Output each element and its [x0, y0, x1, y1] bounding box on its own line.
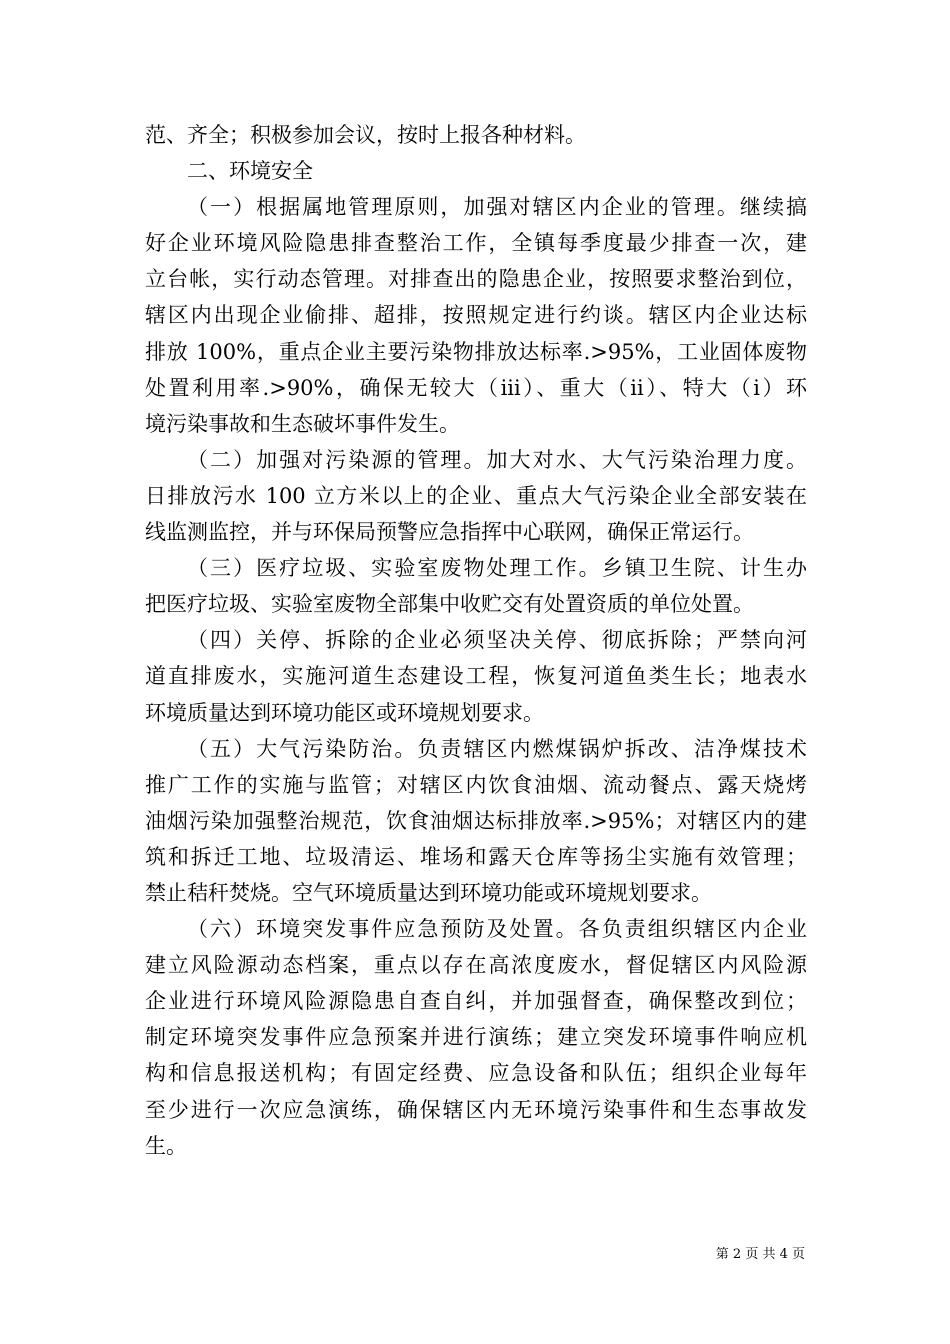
- text-line: 构和信息报送机构；有固定经费、应急设备和队伍；组织企业每年: [145, 1061, 807, 1086]
- text-line: 线监测监控，并与环保局预警应急指挥中心联网，确保正常运行。: [145, 520, 754, 545]
- text-line: 生。: [145, 1133, 187, 1158]
- text-line: 处置利用率.>90%，确保无较大（iii）、重大（ii）、特大（i）环: [145, 375, 807, 400]
- text-line: （五）大气污染防治。负责辖区内燃煤锅炉拆改、洁净煤技术: [187, 736, 807, 761]
- text-line: 日排放污水 100 立方米以上的企业、重点大气污染企业全部安装在: [145, 483, 807, 508]
- text-line: （四）关停、拆除的企业必须坚决关停、彻底拆除；严禁向河: [187, 628, 807, 653]
- text-line: （二）加强对污染源的管理。加大对水、大气污染治理力度。: [187, 447, 807, 472]
- text-line: 把医疗垃圾、实验室废物全部集中收贮交有处置资质的单位处置。: [145, 592, 754, 617]
- text-line: 好企业环境风险隐患排查整治工作，全镇每季度最少排查一次，建: [145, 231, 807, 256]
- text-line: 制定环境突发事件应急预案并进行演练；建立突发环境事件响应机: [145, 1025, 807, 1050]
- text-line: 道直排废水，实施河道生态建设工程，恢复河道鱼类生长；地表水: [145, 664, 807, 689]
- text-line: 至少进行一次应急演练，确保辖区内无环境污染事件和生态事故发: [145, 1097, 807, 1122]
- text-line: 辖区内出现企业偷排、超排，按照规定进行约谈。辖区内企业达标: [145, 303, 807, 328]
- page-number-footer: 第 2 页 共 4 页: [715, 1247, 805, 1262]
- text-line: 环境质量达到环境功能区或环境规划要求。: [145, 700, 544, 725]
- text-line: 推广工作的实施与监管；对辖区内饮食油烟、流动餐点、露天烧烤: [145, 772, 807, 797]
- text-line: （一）根据属地管理原则，加强对辖区内企业的管理。继续搞: [187, 195, 807, 220]
- text-line: 范、齐全；积极参加会议，按时上报各种材料。: [145, 123, 586, 147]
- text-line: 建立风险源动态档案，重点以存在高浓度废水，督促辖区内风险源: [145, 953, 807, 978]
- text-line: 立台帐，实行动态管理。对排查出的隐患企业，按照要求整治到位，: [145, 267, 807, 292]
- text-line: 排放 100%，重点企业主要污染物排放达标率.>95%，工业固体废物: [145, 339, 807, 364]
- text-line: 筑和拆迁工地、垃圾清运、堆场和露天仓库等扬尘实施有效管理；: [145, 844, 807, 869]
- text-line: 境污染事故和生态破坏事件发生。: [145, 411, 460, 436]
- text-line: 二、环境安全: [187, 159, 313, 184]
- text-line: （三）医疗垃圾、实验室废物处理工作。乡镇卫生院、计生办: [187, 556, 807, 581]
- document-body: [145, 117, 807, 1164]
- text-line: 油烟污染加强整治规范，饮食油烟达标排放率.>95%；对辖区内的建: [145, 808, 807, 833]
- text-line: （六）环境突发事件应急预防及处置。各负责组织辖区内企业: [187, 917, 807, 942]
- text-line: 禁止秸秆焚烧。空气环境质量达到环境功能或环境规划要求。: [145, 880, 712, 905]
- text-line: 企业进行环境风险源隐患自查自纠，并加强督查，确保整改到位；: [145, 989, 807, 1014]
